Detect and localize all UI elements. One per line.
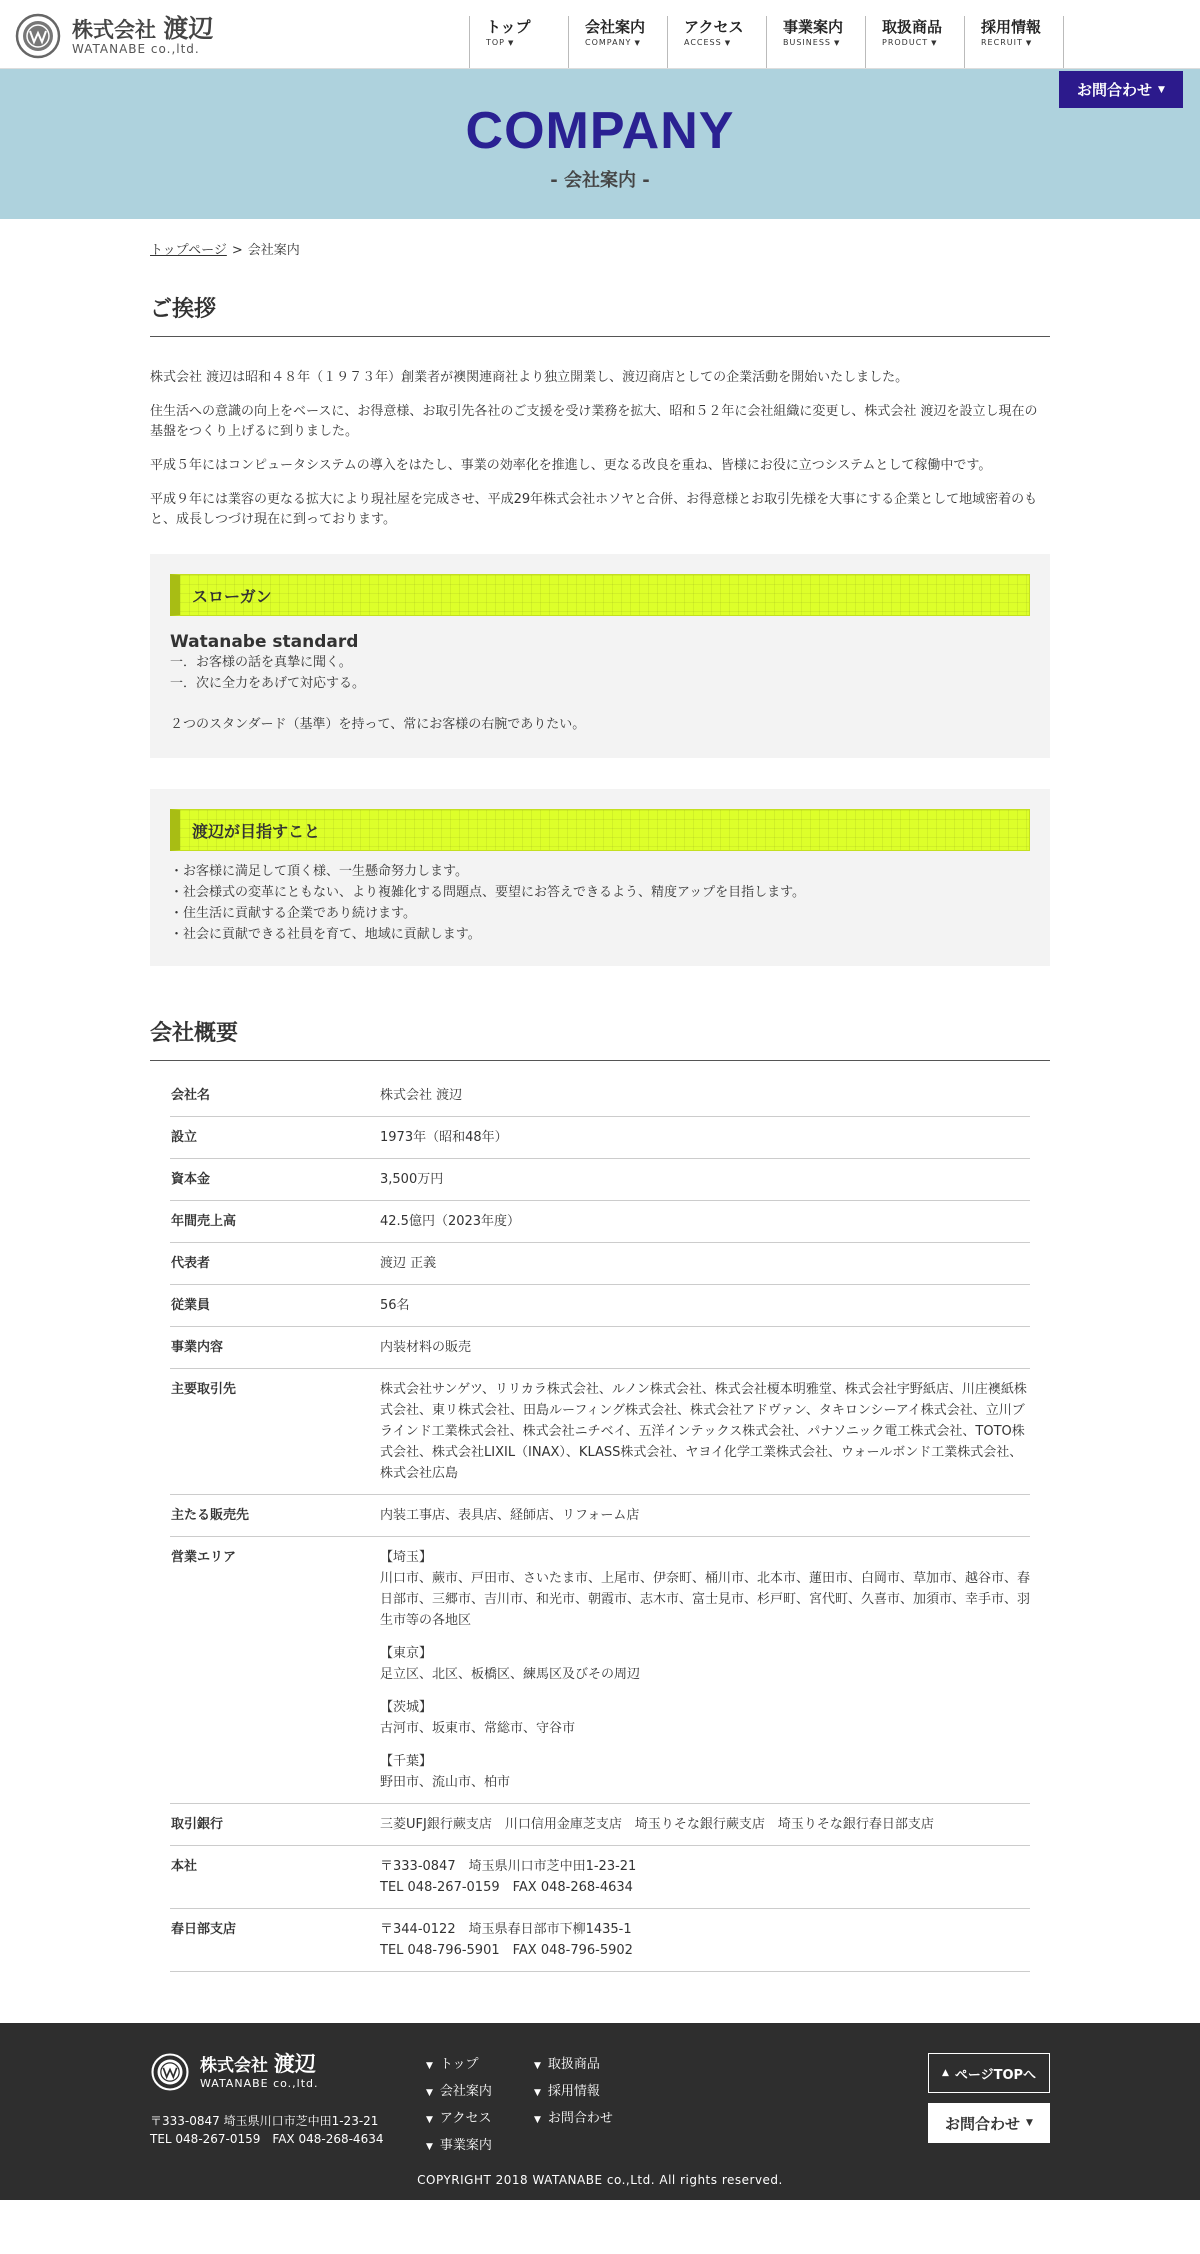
nav-item-business[interactable] [766, 16, 865, 68]
footer-nav-label: トップ [439, 2057, 479, 2072]
row-label: 主要取引先 [170, 1369, 380, 1495]
nav-sublabel: ACCESS [684, 38, 722, 47]
nav-item-top[interactable] [469, 16, 568, 68]
row-label: 取引銀行 [170, 1804, 380, 1846]
aims-line: ・住生活に貢献する企業であり続けます。 [170, 906, 416, 921]
caret-down-icon: ▼ [634, 39, 641, 47]
table-row [170, 1537, 1030, 1804]
footer-nav-label: お問合わせ [547, 2111, 613, 2126]
breadcrumb-current: 会社案内 [247, 243, 300, 258]
greeting-paragraph: 平成５年にはコンピュータシステムの導入をはたし、事業の効率化を推進し、更なる改良を重ね、皆様にお役に立つシステムとして稼働中です。 [150, 458, 992, 473]
slogan-note: ２つのスタンダード（基準）を持って、常にお客様の右腕でありたい。 [170, 717, 586, 732]
table-row [170, 1369, 1030, 1495]
caret-down-icon: ▼ [426, 2115, 433, 2125]
logo-en: WATANABE co.,ltd. [200, 2076, 319, 2090]
logo-jp-name: 渡辺 [163, 13, 214, 43]
row-value-text: 【埼玉】 川口市、蕨市、戸田市、さいたま市、上尾市、伊奈町、桶川市、北本市、蓮田市、白岡市、草加市、越谷市、春日部市、三郷市、吉川市、和光市、朝霞市、志木市、富士見市、杉戸町、宮代町、久喜市、加須市、幸手市、羽生市等の各地区 [380, 1550, 1031, 1628]
nav-item-company[interactable] [568, 16, 667, 68]
row-value-text: 内装工事店、表具店、経師店、リフォーム店 [380, 1508, 640, 1523]
site-footer [0, 2023, 1200, 2200]
row-value [380, 1201, 1030, 1243]
caret-down-icon: ▼ [833, 39, 841, 47]
slogan-title: Watanabe standard [170, 632, 359, 652]
footer-nav-top[interactable] [426, 2052, 492, 2079]
logo-jp-name: 渡辺 [273, 2051, 316, 2076]
aims-line: ・社会に貢献できる社員を育て、地域に貢献します。 [170, 927, 481, 942]
row-label: 代表者 [170, 1243, 380, 1285]
row-value [380, 1243, 1030, 1285]
nav-item-product[interactable] [865, 16, 964, 68]
greeting-paragraph: 平成９年には業容の更なる拡大により現社屋を完成させ、平成29年株式会社ホソヤと合併、お得意様とお取引先様を大事にする企業として地域密着のもと、成長しつづけ現在に到っております。 [150, 492, 1038, 527]
aims-line: ・社会様式の変革にともない、より複雑化する問題点、要望にお答えできるよう、精度アップを目指します。 [170, 885, 806, 900]
slogan-line: 一．お客様の話を真摯に聞く。 [170, 655, 352, 670]
nav-label: 取扱商品 [882, 18, 943, 36]
greeting-paragraph: 住生活への意識の向上をベースに、お得意様、お取引先各社のご支援を受け業務を拡大、昭和５２年に会社組織に変更し、株式会社 渡辺を設立し現在の基盤をつくり上げるに到りました。 [150, 404, 1038, 439]
nav-sublabel: PRODUCT [882, 38, 929, 47]
aims-box [150, 789, 1050, 966]
row-value [380, 1537, 1030, 1804]
table-row [170, 1846, 1030, 1909]
logo-mark-icon [14, 13, 62, 59]
main-nav [469, 16, 1064, 68]
row-value [380, 1159, 1030, 1201]
page-top-label: ページTOPへ [954, 2067, 1037, 2083]
table-row [170, 1909, 1030, 1972]
row-label: 会社名 [170, 1075, 380, 1117]
logo-en: WATANABE co.,ltd. [72, 41, 200, 56]
row-label: 資本金 [170, 1159, 380, 1201]
row-value-text: 三菱UFJ銀行蕨支店 川口信用金庫芝支店 埼玉りそな銀行蕨支店 埼玉りそな銀行春日部支店 [380, 1817, 934, 1832]
row-label: 年間売上高 [170, 1201, 380, 1243]
row-label: 従業員 [170, 1285, 380, 1327]
logo-jp-prefix: 株式会社 [72, 17, 156, 42]
row-value [380, 1804, 1030, 1846]
row-value-text: 株式会社 渡辺 [380, 1088, 463, 1103]
greeting-paragraph: 株式会社 渡辺は昭和４８年（１９７３年）創業者が襖関連商社より独立開業し、渡辺商店としての企業活動を開始いたしました。 [150, 370, 909, 385]
footer-nav-product[interactable] [534, 2052, 613, 2079]
caret-down-icon: ▼ [1158, 84, 1165, 95]
row-value [380, 1369, 1030, 1495]
nav-item-recruit[interactable] [964, 16, 1064, 68]
caret-down-icon: ▼ [724, 39, 732, 47]
footer-address-line: 〒333-0847 埼玉県川口市芝中田1-23-21 [150, 2114, 379, 2128]
row-value-text: 【東京】 足立区、北区、板橋区、練馬区及びその周辺 [380, 1646, 641, 1682]
table-row [170, 1201, 1030, 1243]
caret-down-icon: ▼ [534, 2061, 541, 2071]
row-value-text: 【千葉】 野田市、流山市、柏市 [380, 1754, 511, 1790]
breadcrumb [150, 219, 1050, 281]
contact-label: お問合わせ [1077, 81, 1153, 99]
table-row [170, 1327, 1030, 1369]
table-row [170, 1243, 1030, 1285]
row-value-text: 56名 [380, 1298, 410, 1313]
row-label: 設立 [170, 1117, 380, 1159]
logo-jp-prefix: 株式会社 [200, 2055, 268, 2076]
table-row [170, 1159, 1030, 1201]
caret-down-icon: ▼ [508, 39, 515, 47]
footer-contact-label: お問合わせ [945, 2114, 1021, 2133]
greeting-heading: ご挨拶 [150, 281, 1050, 337]
footer-nav-label: 採用情報 [547, 2084, 600, 2099]
aims-line: ・お客様に満足して頂く様、一生懸命努力します。 [170, 864, 468, 879]
nav-sublabel: BUSINESS [783, 38, 831, 47]
row-label: 主たる販売先 [170, 1495, 380, 1537]
copyright: COPYRIGHT 2018 WATANABE co.,Ltd. All rights reserved. [417, 2173, 783, 2187]
footer-nav-business[interactable] [426, 2133, 492, 2160]
footer-address [150, 2112, 383, 2148]
breadcrumb-separator: > [231, 243, 243, 258]
caret-down-icon: ▼ [426, 2142, 433, 2152]
row-label: 事業内容 [170, 1327, 380, 1369]
row-value-text: 内装材料の販売 [380, 1340, 472, 1355]
row-value [380, 1495, 1030, 1537]
table-row [170, 1075, 1030, 1117]
footer-nav-company[interactable] [426, 2079, 492, 2106]
caret-up-icon: ▲ [941, 2068, 949, 2078]
table-row [170, 1285, 1030, 1327]
footer-nav-col-1 [426, 2052, 492, 2160]
page-subtitle: - 会社案内 - [550, 170, 650, 191]
footer-contact-button[interactable] [928, 2103, 1050, 2143]
nav-sublabel: TOP [486, 38, 506, 47]
footer-nav-col-2 [534, 2052, 613, 2133]
nav-sublabel: COMPANY [585, 38, 632, 47]
header-contact-button[interactable] [1059, 71, 1183, 108]
page-title: COMPANY [465, 102, 735, 160]
table-row [170, 1804, 1030, 1846]
logo-mark-icon [150, 2052, 190, 2092]
page-hero [0, 69, 1200, 219]
footer-logo[interactable] [150, 2052, 319, 2092]
row-value-text: 渡辺 正義 [380, 1256, 437, 1271]
row-value [380, 1117, 1030, 1159]
caret-down-icon: ▼ [1026, 2118, 1033, 2128]
row-value [380, 1327, 1030, 1369]
site-header [0, 0, 1200, 99]
caret-down-icon: ▼ [534, 2115, 541, 2125]
row-label: 春日部支店 [170, 1909, 380, 1972]
aims-heading: 渡辺が目指すこと [170, 809, 1030, 851]
row-value-text: 〒344-0122 埼玉県春日部市下柳1435-1 TEL 048-796-5901 FAX 048-796-5902 [380, 1922, 633, 1958]
greeting-text [150, 337, 1050, 530]
page-top-button[interactable] [928, 2053, 1050, 2093]
row-label: 本社 [170, 1846, 380, 1909]
table-row [170, 1117, 1030, 1159]
nav-label: アクセス [684, 18, 744, 36]
footer-nav-label: 事業案内 [439, 2138, 492, 2153]
row-value-text: 【茨城】 古河市、坂東市、常総市、守谷市 [380, 1700, 576, 1736]
footer-nav-label: 会社案内 [439, 2084, 492, 2099]
row-value-text: 3,500万円 [380, 1172, 444, 1187]
footer-nav-access[interactable] [426, 2106, 492, 2133]
nav-sublabel: RECRUIT [981, 38, 1023, 47]
caret-down-icon: ▼ [534, 2088, 541, 2098]
table-row [170, 1495, 1030, 1537]
caret-down-icon: ▼ [931, 39, 938, 47]
main-content [150, 219, 1050, 1972]
company-overview-table [170, 1075, 1030, 1972]
row-value [380, 1846, 1030, 1909]
row-value-text: 42.5億円（2023年度） [380, 1214, 521, 1229]
row-value [380, 1285, 1030, 1327]
slogan-line: 一．次に全力をあげて対応する。 [170, 676, 366, 691]
footer-tel-line: TEL 048-267-0159 FAX 048-268-4634 [150, 2132, 384, 2146]
footer-nav-recruit[interactable] [534, 2079, 613, 2106]
breadcrumb-home-link[interactable]: トップページ [150, 243, 227, 258]
nav-label: トップ [486, 18, 531, 36]
row-value [380, 1909, 1030, 1972]
nav-label: 事業案内 [783, 18, 844, 36]
nav-label: 採用情報 [981, 18, 1042, 36]
nav-label: 会社案内 [585, 18, 646, 36]
row-label: 営業エリア [170, 1537, 380, 1804]
caret-down-icon: ▼ [1025, 39, 1033, 47]
caret-down-icon: ▼ [426, 2061, 433, 2071]
footer-nav-label: 取扱商品 [547, 2057, 600, 2072]
row-value-text: 1973年（昭和48年） [380, 1130, 508, 1145]
row-value-text: 〒333-0847 埼玉県川口市芝中田1-23-21 TEL 048-267-0159 FAX 048-268-4634 [380, 1859, 637, 1895]
row-value-text: 株式会社サンゲツ、リリカラ株式会社、ルノン株式会社、株式会社榎本明雅堂、株式会社宇野紙店、川庄襖紙株式会社、東リ株式会社、田島ルーフィング株式会社、株式会社アドヴァン、タキロンシーアイ株式会社、立川ブラインド工業株式会社、株式会社ニチベイ、五洋インテックス株式会社、パナソニック電工株式会社、TOTO株式会社、株式会社LIXIL（INAX）、KLASS株式会社、ヤヨイ化学工業株式会社、ウォールボンド工業株式会社、株式会社広島 [380, 1382, 1027, 1481]
nav-item-access[interactable] [667, 16, 766, 68]
footer-nav-label: アクセス [439, 2111, 492, 2126]
caret-down-icon: ▼ [426, 2088, 433, 2098]
slogan-heading: スローガン [170, 574, 1030, 616]
footer-nav-contact[interactable] [534, 2106, 613, 2133]
slogan-box [150, 554, 1050, 758]
row-value [380, 1075, 1030, 1117]
overview-heading: 会社概要 [150, 1005, 1050, 1061]
site-logo[interactable] [14, 13, 213, 59]
